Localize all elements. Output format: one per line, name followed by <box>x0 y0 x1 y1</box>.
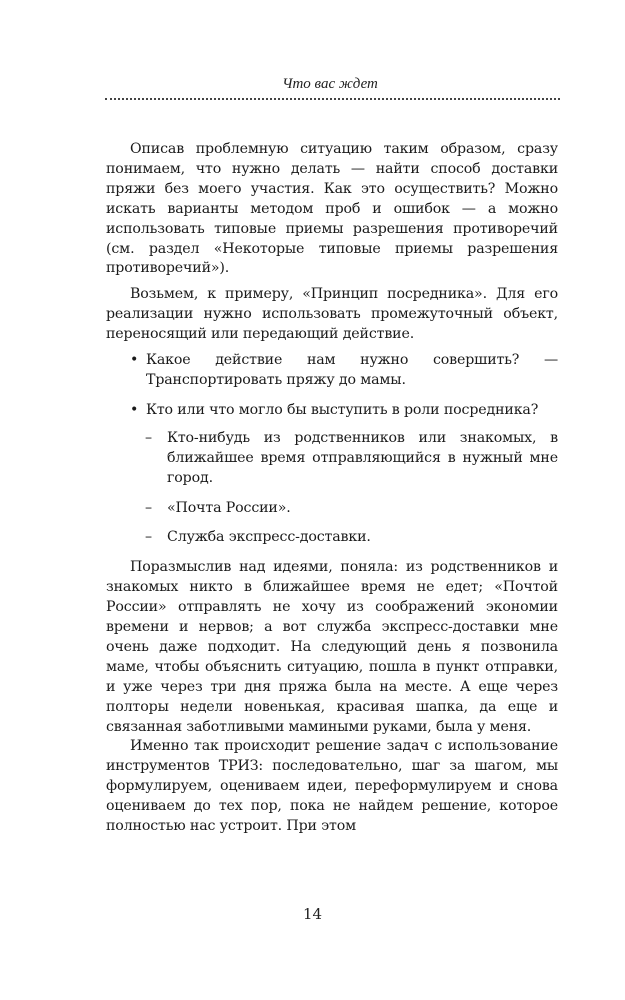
page-number: 14 <box>302 905 323 923</box>
running-header: Что вас ждет <box>282 76 378 92</box>
sub-item <box>145 528 558 548</box>
page-body <box>106 140 558 837</box>
bullet-item <box>106 351 558 391</box>
sub-item-text: Кто-нибудь из родственников или знакомых, в ближайшее время отправляющийся в нужный мне город. <box>167 429 558 486</box>
bullet-marker: • <box>130 352 139 369</box>
bullet-item <box>106 401 558 548</box>
sub-item <box>145 429 558 489</box>
sub-list <box>146 429 558 549</box>
sub-item <box>145 499 558 519</box>
bullet-text: Какое действие нам нужно совершить? —Транспортировать пряжу до мамы. <box>146 352 558 388</box>
sub-item-text: Служба экспресс-доставки. <box>167 529 371 546</box>
bullet-text: Кто или что могло бы выступить в роли посредника? <box>146 401 539 418</box>
bullet-list <box>106 351 558 548</box>
dash-marker: – <box>145 499 152 516</box>
header-dotted-rule <box>105 98 560 100</box>
dash-marker: – <box>145 429 152 446</box>
paragraph-3: Поразмыслив над идеями, поняла: из родственников и знакомых никто в ближайшее время не едет; «Почтой России» отправлять не хочу из соображений экономии времени и нервов; а вот служба экспресс-доставки мне очень даже подходит. На следующий день я позвонила маме, чтобы объяснить ситуацию, пошла в пункт отправки, и уже через три дня пряжа была на месте. А еще через полторы недели новенькая, красивая шапка, да еще и связанная заботливыми мамиными руками, была у меня. <box>106 559 558 735</box>
paragraph-2: Возьмем, к примеру, «Принцип посредника». Для его реализации нужно использовать промежуточный объект, переносящий или передающий действие. <box>106 286 558 343</box>
sub-item-text: «Почта России». <box>167 499 291 516</box>
dash-marker: – <box>145 529 152 546</box>
bullet-marker: • <box>130 401 139 418</box>
paragraph-4: Именно так происходит решение задач с использование инструментов ТРИЗ: последовательно, шаг за шагом, мы формулируем, оцениваем идеи, переформулируем и снова оцениваем до тех пор, пока не найдем решение, которое полностью нас устроит. При этом <box>106 738 558 835</box>
paragraph-1: Описав проблемную ситуацию таким образом, сразу понимаем, что нужно делать — найти способ доставки пряжи без моего участия. Как это осуществить? Можно искать варианты методом проб и ошибок — а можно использовать типовые приемы разрешения противоречий (см. раздел «Некоторые типовые приемы разрешения противоречий»). <box>106 141 558 277</box>
